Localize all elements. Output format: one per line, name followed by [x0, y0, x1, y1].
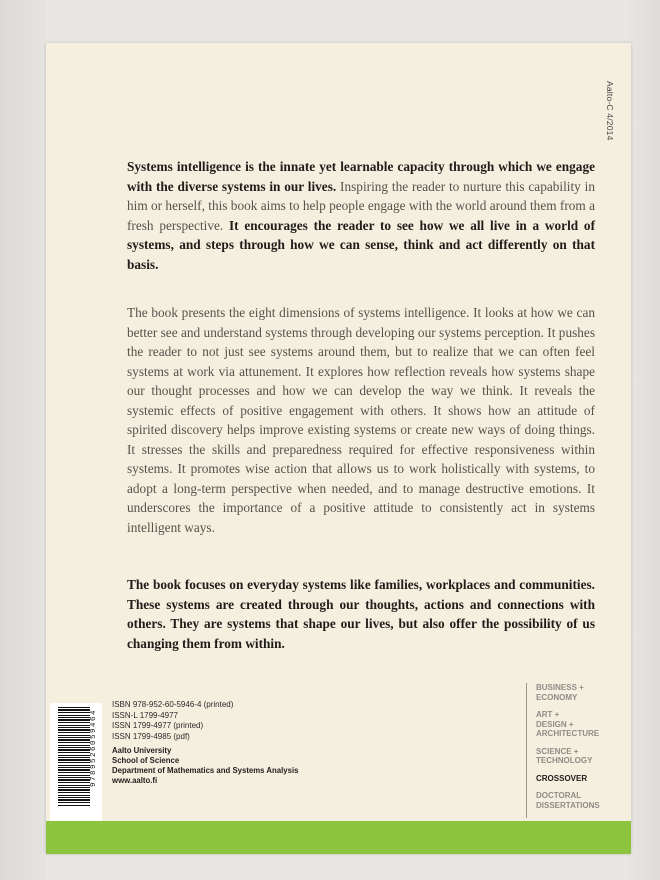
series-code: Aalto-C 4/2014	[605, 81, 615, 141]
series-item: DOCTORAL DISSERTATIONS	[536, 791, 600, 810]
dimensions-paragraph: The book presents the eight dimensions of systems intelligence. It looks at how we can better see and understand systems through developing our systems perception. It pushes the reader to not just see systems around them, but to realize that we can often feel systems at work via attunement. It explores how reflection reveals how systems shape our thought processes and how we can develop the way we think. It reveals the systemic effects of positive engagement with others. It shows how an attitude of spirited discovery helps improve existing systems or create new ways of doing things. It stresses the skills and preparedness required for effective responsiveness within systems. It promotes wise action that allows us to work holistically with systems, to adopt a long-term perspective when needed, and to manage destructive emotions. It underscores the importance of a positive attitude to consistently act in systems intelligent ways.	[127, 305, 595, 535]
publisher-line: School of Science	[112, 756, 180, 765]
isbn-line: ISBN 978-952-60-5946-4 (printed)	[112, 700, 234, 709]
intro-bold-lead: Systems intelligence is the innate yet learnable capacity through which we engage with the diverse systems in our lives.	[127, 159, 595, 194]
series-item: BUSINESS + ECONOMY	[536, 683, 584, 702]
series-list	[526, 683, 636, 818]
series-item: SCIENCE + TECHNOLOGY	[536, 746, 593, 765]
focus-paragraph: The book focuses on everyday systems like families, workplaces and communities. These systems are created through our thoughts, actions and connections with others. They are systems that shape our lives, but also offer the possibility of us changing them from within.	[127, 577, 595, 651]
background-left	[0, 0, 46, 880]
isbn-line: ISSN 1799-4977 (printed)	[112, 721, 204, 730]
publisher-block	[112, 746, 298, 786]
green-band	[46, 821, 631, 854]
publisher-line: Department of Mathematics and Systems Analysis	[112, 766, 299, 775]
isbn-block	[112, 700, 233, 742]
intro-regular: Inspiring the reader to nurture this capability in him or herself, this book aims to help people engage with the world around them from a fresh perspective.	[127, 178, 595, 233]
isbn-line: ISSN-L 1799-4977	[112, 710, 178, 720]
barcode	[50, 703, 102, 823]
intro-bold-tail: It encourages the reader to see how we all live in a world of systems, and steps through how we can sense, think and act differently on that basis.	[127, 217, 596, 272]
barcode-bars	[58, 707, 90, 807]
book-back-cover	[46, 43, 631, 854]
barcode-number: 9789526059464	[90, 709, 98, 788]
series-item: ART + DESIGN + ARCHITECTURE	[536, 710, 600, 738]
publisher-line: Aalto University	[112, 746, 172, 755]
series-item-active: CROSSOVER	[536, 773, 588, 783]
intro-paragraph	[127, 157, 595, 274]
isbn-line: ISSN 1799-4985 (pdf)	[112, 731, 190, 741]
publisher-line: www.aalto.fi	[112, 776, 158, 785]
